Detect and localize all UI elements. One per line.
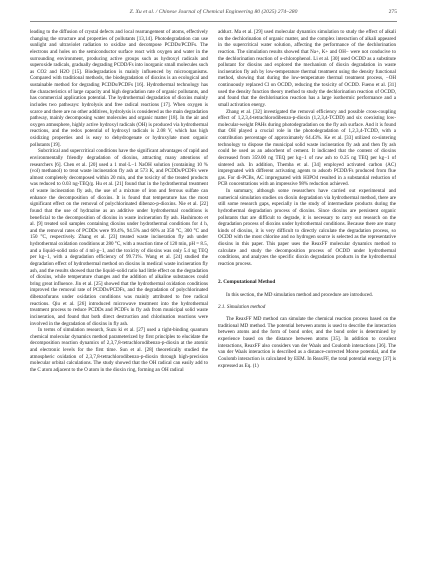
- page-number: 275: [388, 9, 397, 15]
- paragraph: adduct. Ma et al. [29] used molecular dynamics simulation to study the effect of alkali on the dechlorination of organic matter, and the complex interaction of alkali appeared in the supercritical water solution, affecting the performance of the dechlorination reaction. The simulation results showed that Na+, K+ and OH− were not conducive to the dechlorination reaction of o-chlorophenol. Li et al. [30] used OCDD as a substitute pollutant for dioxins and explored the mechanism of dioxin degradation in waste incineration fly ash by low-temperature thermal treatment using the density functional method, showing that during the low-temperature thermal treatment process, −OH continuously replaced Cl on OCDD, reducing the toxicity of OCDD. Fueno et al. [31] used the density function theory method to study the dechlorination reaction of OCDD, and found that the dechlorination reaction has a large isothermic performance and a small activation energy.: [218, 29, 396, 108]
- right-column: [218, 29, 396, 548]
- header-rule: [30, 21, 397, 22]
- section-heading: 2. Computational Method: [218, 278, 276, 285]
- paragraph: leading to the diffusion of crystal defects and local rearrangement of atoms, effectively changing the structure and properties of pollutants [13,14]. Photodegradation can use sunlight and ultraviolet radiation to oxidize and decompose PCDDs/PCDFs. The electrons and holes on the semiconductor surface react with oxygen and water in the surrounding environment, producing active groups such as hydroxyl radicals and superoxide radicals, gradually degrading PCDD/Fs into inorganic small molecules such as CO2 and H2O [15]. Biodegradation is mainly influenced by microorganisms. Compared with traditional methods, the biodegradation of dioxins is an ecological and sustainable method for degrading PCDDs/PCDFs [16]. Hydrothermal technology has the characteristics of large capacity and high degradation rate of organic pollutants, and has commercial application potential. The hydrothermal degradation of dioxins mainly includes two pathways: hydrolysis and free radical reactions [17]. When oxygen is scarce and there are no other additives, hydrolysis is considered as the main degradation pathway, mainly decomposing water molecules and organic matter [18]. In the air and oxygen atmosphere, highly active hydroxyl radicals (OH) is produced via hydrothermal reactions, and the redox potential of hydroxyl radicals is 2.08 V, which has high oxidizing properties and is easy to dehydrogenate or hydroxylate most organic pollutants [19].: [30, 29, 208, 148]
- paragraph: In summary, although some researchers have carried out experimental and numerical simulation studies on dioxin degradation via hydrothermal method, there are still some research gaps, especially in the study of intermediate products during the hydrothermal degradation process of dioxins. Since dioxins are persistent organic pollutants that are difficult to degrade, it is necessary to carry out research on the degradation process of dioxins under hydrothermal conditions. Because there are many kinds of dioxins, it is very difficult to directly calculate the degradation process, so OCDD with the most chlorine and no hydrogen source is selected as the representative dioxins in this paper. This paper uses the ReaxFF molecular dynamics method to calculate and study the decomposition process of OCDD under hydrothermal conditions, and analyzes the specific dioxin degradation products in the hydrothermal reaction process.: [218, 188, 396, 267]
- running-header: [30, 9, 397, 19]
- paragraph: In terms of simulation research, Suzu ki et al. [27] used a tight-binding quantum chemical molecular dynamics method parameterized by first principles to elucidate the decomposition reaction dynamics of 2,3,7,8-tetrachlorodibenzo-p-dioxin at the atomic and electronic levels for the first time. Sun et al. [28] theoretically studied the atmospheric oxidation of 2,3,7,8-tetrachlorodibenzo-p-dioxin through high-precision molecular orbital calculations. The study showed that the OH radical can easily add to the C atom adjacent to the O atom in the dioxin ring, forming an OH radical: [30, 327, 208, 373]
- journal-citation: Z. Xu et al. / Chinese Journal of Chemical Engineering 80 (2025) 274–280: [129, 9, 298, 15]
- paragraph: In this section, the MD simulation method and procedure are introduced.: [226, 291, 373, 298]
- paragraph: The ReaxFF MD method can simulate the chemical reaction process based on the traditional MD method. The potential between atoms is used to describe the interaction between atoms and the form of bond order, and the bond order is determined by experience based on the distance between atoms [35]. In addition to covalent interactions, ReaxFF also considers van der Waals and Coulomb interactions [36]. The van der Waals interaction is described as a distance-corrected Morse potential, and the Coulomb interaction is calculated by EEM. In ReaxFF, the total potential energy [37] is expressed as Eq. (1): [218, 316, 396, 369]
- subsection-heading: 2.1. Simulation method: [218, 304, 266, 311]
- left-column: [30, 29, 208, 548]
- paragraph: Subcritical and supercritical conditions have the significant advantages of rapid and environmentally friendly degradation of dioxins, attracting many attentions of researchers [6]. Chen et al. [20] used a 1 mol·L−1 NaOH solution (containing 10 %(vol) methanol) to treat waste incineration fly ash at 573 K, and PCDDs/PCDFs were almost completely decomposed within 20 min, and the toxicity of the treated products was reduced to 0.03 ng-TEQ/g. Hu et al. [21] found that in the hydrothermal treatment of waste incineration fly ash, the use of a mixture of iron and ferrous sulfate can enhance the decomposition of dioxins. It is found that temperature has the most significant effect on the removal of polychlorinated dibenzo-p-dioxins. Nie et al. [22] found that the use of hydrazine as an additive under hydrothermal conditions is beneficial to the decomposition of dioxins in waste incineration fly ash. Hashimoto et al. [9] treated soil samples containing dioxins under hydrothermal conditions for 4 h, and the removal rates of PCDDs were 99.4%, 94.5% and 60% at 350 °C, 300 °C and 150 °C, respectively. Zhang et al. [23] treated waste incineration fly ash under hydrothermal oxidation conditions at 280 °C, with a reaction time of 120 min, pH = 8.5, and a liquid–solid ratio of 4 ml·g−1, and the toxicity of dioxins was only 5.4 ng TEQ per kg−1, with a degradation efficiency of 99.71%. Wang et al. [24] studied the degradation effect of hydrothermal method on dioxins in medical waste incineration fly ash, and the results showed that the liquid–solid ratio had little effect on the degradation of dioxins, while temperature changes and the addition of alkaline substances could bring great influence. Jin et al. [25] showed that the hydrothermal oxidation conditions improved the removal rate of PCDDs/PCDFs, and the degradation of polychlorinated dibenzofurans under oxidation conditions was mainly attributed to free radical reactions. Qiu et al. [26] introduced microwave treatment into the hydrothermal treatment process to reduce PCDDs and PCDFs in fly ash from municipal solid waste incineration, and found that both direct destruction and chlorination reactions were involved in the degradation of dioxins in fly ash.: [30, 148, 208, 327]
- paragraph: Zhang et al. [32] investigated the removal efficiency and possible cross-coupling effect of 1,2,3,4-tetrachlorodibenzo-p-dioxin (1,2,3,4-TCDD) and six coexisting low-molecular-weight PAHs during photodegradation on the fly ash surface. And it is found that OH played a crucial role in the photodegradation of 1,2,3,4-TCDD, with a contribution percentage of approximately 64.43%. Ke et al. [33] utilized co-sintering technology to dispose the municipal solid waste incineration fly ash and then fly ash could be used as an adsorbent of cement. It indicated that the content of dioxins decreased from 359.00 ng TEQ per kg−1 of raw ash to 0.25 ng TEQ per kg−1 of sintered ash. In addition, Themba et al. [34] employed activated carbon (AC) impregnated with different activating agents to adsorb PCDD/Fs produced from flue gas. For di-PCBs, AC impregnated with H3PO4 resulted in a substantial reduction of PCB concentrations with an impressive 98% reduction achieved.: [218, 108, 396, 188]
